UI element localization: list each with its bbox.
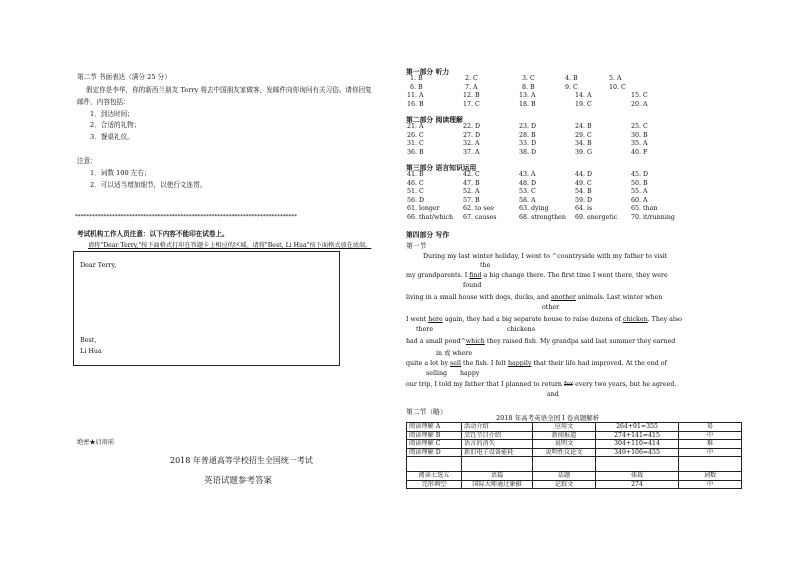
- table-cell: 话题: [533, 472, 596, 481]
- insert-caret: ^: [460, 338, 466, 345]
- essay-error: happily: [507, 360, 532, 367]
- answer-cell: 17. C: [463, 100, 480, 108]
- answer-cell: 47. B: [463, 179, 480, 187]
- answer-cell: 7. A: [465, 83, 478, 91]
- answer-cell: 53. C: [519, 188, 536, 196]
- answer-cell: 34. B: [575, 140, 592, 148]
- answer-cell: 52. A: [463, 188, 480, 196]
- answer-title: 英语试题参考答案: [204, 476, 273, 486]
- table-cell: 体裁: [596, 472, 679, 481]
- answer-cell: 70. it/running: [631, 213, 675, 221]
- essay-error: here: [428, 316, 443, 323]
- table-cell: 国际大师通过象棋: [462, 480, 533, 489]
- answer-row: [410, 84, 659, 93]
- table-cell: [533, 457, 596, 472]
- answer-cell: 54. B: [575, 188, 592, 196]
- note-item: 2．可以适当增加细节，以使行文连贯。: [90, 181, 207, 189]
- essay-error: sell: [450, 360, 462, 367]
- table-cell: 阅读理解 C: [407, 440, 462, 449]
- answer-cell: 41. B: [407, 171, 424, 178]
- essay-line: [406, 381, 676, 388]
- essay-text: living in a small house with dogs, ducks, and: [406, 294, 551, 301]
- letter-closing: Best,: [80, 336, 97, 344]
- prompt-point: 3．餐桌礼仪。: [90, 133, 134, 141]
- table-cell: 语言的消失: [462, 440, 533, 449]
- table-cell: 304+110=414: [596, 440, 679, 449]
- answer-cell: 22. D: [463, 123, 481, 130]
- essay-text: . They also: [647, 316, 682, 323]
- insert-caret: ^: [551, 253, 558, 260]
- table-cell: 264+91=355: [596, 423, 679, 432]
- prompt-line: 假定你是李华，你的新西兰朋友 Terry 将去中国朋友家做客，发邮件向你询问有关习俗。请你回复: [86, 86, 372, 94]
- answer-cell: 14. A: [575, 92, 592, 99]
- table-row: [407, 440, 742, 449]
- answer-cell: 30. B: [631, 131, 648, 139]
- answer-cell: 35. A: [631, 140, 648, 148]
- answer-cell: 37. A: [463, 148, 480, 156]
- essay-text: During my last winter holiday, I went to: [423, 253, 552, 260]
- answer-cell: 64. is: [575, 205, 593, 213]
- essay-correction: there: [416, 326, 434, 333]
- answer-row: [407, 197, 687, 206]
- analysis-title: 2018 年高考英语全国 I 卷真题解析: [496, 414, 600, 422]
- essay-line: [406, 338, 675, 345]
- table-cell: 语篇: [462, 472, 533, 481]
- table-cell: [407, 457, 462, 472]
- answer-cell: 28. B: [519, 131, 536, 139]
- answer-cell: 2. C: [465, 75, 478, 82]
- table-cell: 烹饪节目介绍: [462, 431, 533, 440]
- prompt-line: 邮件，内容包括：: [77, 98, 130, 106]
- prompt-point: 2．合适的礼物；: [90, 121, 141, 129]
- essay-text: that their life had improved. At the end of: [531, 360, 667, 367]
- letter-template-box: [73, 251, 340, 366]
- answer-cell: 32. A: [463, 140, 480, 148]
- table-cell: [596, 457, 679, 472]
- part4-sub2: 第二节（略）: [406, 408, 447, 416]
- answer-cell: 55. A: [631, 188, 648, 196]
- part4-sub1: 第一节: [406, 242, 427, 250]
- part1-title: 第一部分 听力: [406, 68, 450, 76]
- exam-title: 2018 年普通高等学校招生全国统一考试: [170, 456, 313, 465]
- essay-text: our trip, I told my father that I planned to return: [406, 381, 564, 388]
- answer-cell: 9. C: [565, 83, 578, 91]
- essay-line: [406, 294, 662, 301]
- answer-cell: 57. B: [463, 196, 480, 204]
- notes-title: 注意：: [77, 157, 97, 165]
- answer-row: [407, 123, 681, 132]
- answer-cell: 48. D: [519, 179, 537, 187]
- answer-cell: 66. that/which: [407, 213, 454, 221]
- answer-row: [407, 149, 681, 158]
- note-item: 1．词数 100 左右；: [90, 169, 151, 177]
- answer-cell: 20. A: [631, 100, 648, 108]
- answer-cell: 19. C: [575, 100, 592, 108]
- answer-cell: 51. C: [407, 188, 424, 196]
- answer-cell: 10. C: [609, 83, 626, 91]
- table-cell: 中: [679, 480, 742, 489]
- table-row: [407, 480, 742, 489]
- essay-text: again, they had a big separate house to raise dozens of: [442, 316, 623, 323]
- essay-insertion: the: [480, 262, 491, 269]
- answer-cell: 33. D: [519, 140, 537, 148]
- answer-row: [407, 132, 681, 141]
- table-cell: 活动介绍: [462, 423, 533, 432]
- answer-cell: 21. A: [407, 123, 424, 130]
- answer-cell: 45. D: [631, 171, 649, 178]
- part1-answers: [410, 75, 659, 92]
- table-cell: [679, 457, 742, 472]
- table-cell: 274+141=415: [596, 431, 679, 440]
- answer-cell: 1. B: [410, 75, 423, 82]
- essay-correction: and: [547, 391, 559, 398]
- answer-cell: 13. A: [519, 92, 536, 99]
- answer-cell: 31. C: [407, 140, 424, 148]
- letter-greeting: Dear Terry,: [80, 261, 117, 269]
- part3-title: 第三部分 语言知识运用: [406, 164, 477, 172]
- essay-line: [406, 360, 667, 367]
- answer-row: [410, 75, 659, 84]
- answer-row: [407, 180, 687, 189]
- essay-text: had a small pond: [406, 338, 461, 345]
- table-cell: 349+106=455: [596, 448, 679, 457]
- table-row: [407, 457, 742, 472]
- table-cell: 说明文: [533, 440, 596, 449]
- table-cell: 完形填空: [407, 480, 462, 489]
- answer-cell: 61. longer: [407, 205, 440, 213]
- essay-line: [406, 316, 682, 323]
- essay-text: a big change there. The first time I went there, they were: [481, 272, 668, 279]
- answer-cell: 50. B: [631, 179, 648, 187]
- answer-row: [407, 205, 687, 214]
- essay-text: they raised fish. My grandpa said last summer they earned: [484, 338, 676, 345]
- answer-row: [407, 188, 687, 197]
- answer-cell: 36. B: [407, 148, 424, 156]
- answer-cell: 67. causes: [463, 213, 497, 221]
- essay-text: every two years, but he agreed.: [573, 381, 677, 388]
- answer-cell: 8. B: [522, 83, 535, 91]
- answer-cell: 63. dying: [519, 205, 549, 213]
- table-cell: 阅读理解 D: [407, 448, 462, 457]
- answer-cell: 11. A: [407, 92, 424, 99]
- answer-cell: 25. C: [631, 123, 648, 130]
- table-cell: 记叙文: [533, 480, 596, 489]
- answer-cell: 26. C: [407, 131, 424, 139]
- answer-cell: 62. to see: [463, 205, 495, 213]
- essay-correction: chickens: [507, 326, 535, 333]
- part1-answers-b: [407, 92, 681, 109]
- table-row: [407, 448, 742, 457]
- essay-error: chicken: [622, 316, 648, 323]
- essay-error: which: [465, 338, 485, 345]
- answer-row: [407, 171, 687, 180]
- analysis-table: [406, 422, 742, 489]
- divider: ******************************************************************************: [75, 214, 298, 220]
- answer-cell: 42. C: [463, 171, 480, 178]
- answer-cell: 23. D: [519, 123, 537, 130]
- part4-title: 第四部分 写作: [406, 231, 450, 239]
- table-cell: 易: [679, 423, 742, 432]
- essay-error: find: [469, 272, 482, 279]
- table-cell: 阅读七选五: [407, 472, 462, 481]
- prompt-point: 1．到达时间；: [90, 110, 134, 118]
- essay-text: animals. Last winter when: [575, 294, 663, 301]
- answer-row: [407, 214, 687, 223]
- answer-cell: 15. C: [631, 92, 648, 99]
- answer-cell: 3. C: [522, 75, 535, 82]
- essay-deletion: for: [564, 381, 574, 388]
- answer-cell: 65. than: [631, 205, 658, 213]
- essay-text: I went: [406, 316, 429, 323]
- staff-warning: 考试机构工作人员注意：以下内容不能印在试卷上。: [77, 230, 229, 238]
- answer-row: [407, 92, 681, 101]
- answer-cell: 68. strengthen: [519, 213, 566, 221]
- writing-section-title: 第二节 书面表达（满分 25 分）: [77, 73, 171, 81]
- essay-correction: happy: [460, 370, 480, 377]
- essay-insertion: in 或 where: [436, 350, 473, 357]
- answer-cell: 60. A: [631, 196, 648, 204]
- table-cell: 274: [596, 480, 679, 489]
- table-cell: 难: [679, 440, 742, 449]
- answer-cell: 44. D: [575, 171, 593, 178]
- answer-cell: 46. C: [407, 179, 424, 187]
- table-row: [407, 431, 742, 440]
- letter-signature: Li Hua: [80, 347, 102, 355]
- answer-cell: 58. A: [519, 196, 536, 204]
- answer-cell: 69. energetic: [575, 213, 618, 221]
- answer-cell: 27. D: [463, 131, 481, 139]
- table-cell: 新旧电子设备能耗: [462, 448, 533, 457]
- answer-cell: 29. C: [575, 131, 592, 139]
- essay-line: [406, 272, 668, 279]
- essay-text: my grandparents. I: [406, 272, 470, 279]
- answer-cell: 49. C: [575, 179, 592, 187]
- table-cell: 阅读理解 A: [407, 423, 462, 432]
- table-cell: 阅读理解 B: [407, 431, 462, 440]
- answer-cell: 6. B: [410, 83, 423, 91]
- table-cell: 应用文: [533, 423, 596, 432]
- table-cell: 说明性议论文: [533, 448, 596, 457]
- answer-cell: 59. D: [575, 196, 593, 204]
- essay-text: quite a lot by: [406, 360, 451, 367]
- essay-error: another: [550, 294, 576, 301]
- essay-text: the fish. I felt: [461, 360, 508, 367]
- answer-cell: 18. B: [519, 100, 536, 108]
- table-cell: 中: [679, 448, 742, 457]
- answer-cell: 56. D: [407, 196, 425, 204]
- part3-answers: [407, 171, 687, 223]
- essay-correction: found: [463, 282, 482, 289]
- answer-cell: 40. F: [631, 148, 648, 156]
- answer-cell: 5. A: [609, 75, 622, 82]
- answer-row: [407, 140, 681, 149]
- answer-cell: 12. B: [463, 92, 480, 99]
- table-row: [407, 472, 742, 481]
- answer-row: [407, 101, 681, 110]
- table-cell: 词数: [679, 472, 742, 481]
- essay-correction: other: [542, 304, 560, 311]
- table-cell: 中: [679, 431, 742, 440]
- answer-cell: 38. D: [519, 148, 537, 156]
- format-instruction: 请将"Dear Terry,"按下面格式打印在答题卡上相应的区域。请将"Best, Li Hua"按下面格式放在底端。: [88, 242, 372, 249]
- table-cell: [462, 457, 533, 472]
- answer-cell: 16. B: [407, 100, 424, 108]
- part2-answers: [407, 123, 681, 157]
- part2-title: 第二部分 阅读理解: [406, 116, 463, 124]
- essay-text: countryside with my father to visit: [557, 253, 668, 260]
- secret-label: 绝密★启用前: [77, 439, 115, 446]
- essay-line: [423, 253, 667, 260]
- table-row: [407, 423, 742, 432]
- essay-correction: selling: [426, 370, 448, 377]
- answer-cell: 24. B: [575, 123, 592, 130]
- answer-cell: 4. B: [565, 75, 578, 82]
- answer-cell: 43. A: [519, 171, 536, 178]
- answer-cell: 39. G: [575, 148, 593, 156]
- table-cell: 新闻报道: [533, 431, 596, 440]
